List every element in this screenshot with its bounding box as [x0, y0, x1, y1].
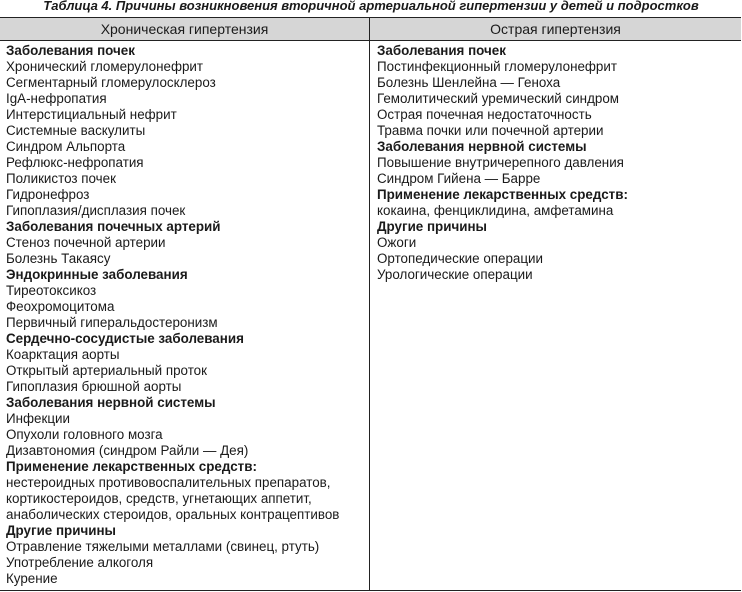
cause-item: Открытый артериальный проток: [6, 363, 207, 378]
category-heading: Применение лекарственных средств:: [377, 187, 628, 202]
category-heading: Заболевания почек: [377, 43, 506, 58]
column-chronic: [6, 43, 366, 587]
category-heading: Заболевания нервной системы: [377, 139, 587, 154]
cause-item: нестероидных противовоспалительных препаратов,: [6, 475, 331, 490]
column-acute: [377, 43, 737, 283]
header-chronic: Хроническая гипертензия: [100, 21, 269, 37]
cause-item: Урологические операции: [377, 267, 533, 282]
cause-item: Интерстициальный нефрит: [6, 107, 177, 122]
cause-item: Коарктация аорты: [6, 347, 120, 362]
causes-table: [0, 17, 741, 591]
cause-item: Повышение внутричерепного давления: [377, 155, 624, 170]
cause-item: Ортопедические операции: [377, 251, 543, 266]
cause-item: IgA-нефропатия: [6, 91, 107, 106]
cause-item: Опухоли головного мозга: [6, 427, 163, 442]
cause-item: Гемолитический уремический синдром: [377, 91, 619, 106]
cause-item: Хронический гломерулонефрит: [6, 59, 204, 74]
cause-item: Инфекции: [6, 411, 70, 426]
category-heading: Другие причины: [6, 523, 116, 538]
cause-item: Употребление алкоголя: [6, 555, 154, 570]
header-acute: Острая гипертензия: [490, 21, 621, 37]
cause-item: Болезнь Шенлейна — Геноха: [377, 75, 561, 90]
cause-item: Рефлюкс-нефропатия: [6, 155, 144, 170]
category-heading: Сердечно-сосудистые заболевания: [6, 331, 244, 346]
cause-item: Феохромоцитома: [6, 299, 115, 314]
cause-item: анаболических стероидов, оральных контрацептивов: [6, 507, 340, 522]
cause-item: Постинфекционный гломерулонефрит: [377, 59, 617, 74]
cause-item: Гипоплазия брюшной аорты: [6, 379, 182, 394]
column-divider: [369, 18, 370, 590]
cause-item: Отравление тяжелыми металлами (свинец, ртуть): [6, 539, 320, 554]
cause-item: Острая почечная недостаточность: [377, 107, 592, 122]
cause-item: Стеноз почечной артерии: [6, 235, 166, 250]
cause-item: Сегментарный гломерулосклероз: [6, 75, 216, 90]
category-heading: Применение лекарственных средств:: [6, 459, 257, 474]
category-heading: Заболевания нервной системы: [6, 395, 216, 410]
cause-item: Тиреотоксикоз: [6, 283, 97, 298]
cause-item: Синдром Альпорта: [6, 139, 126, 154]
cause-item: Ожоги: [377, 235, 417, 250]
category-heading: Другие причины: [377, 219, 487, 234]
cause-item: Поликистоз почек: [6, 171, 116, 186]
category-heading: Эндокринные заболевания: [6, 267, 188, 282]
cause-item: Курение: [6, 571, 58, 586]
cause-item: Первичный гиперальдостеронизм: [6, 315, 218, 330]
cause-item: Дизавтономия (синдром Райли — Дея): [6, 443, 249, 458]
category-heading: Заболевания почек: [6, 43, 135, 58]
table-caption: Таблица 4. Причины возникновения вторичной артериальной гипертензии у детей и подростков: [43, 0, 699, 13]
category-heading: Заболевания почечных артерий: [6, 219, 221, 234]
cause-item: Синдром Гийена — Барре: [377, 171, 541, 186]
cause-item: Травма почки или почечной артерии: [377, 123, 604, 138]
cause-item: Системные васкулиты: [6, 123, 146, 138]
cause-item: кортикостероидов, средств, угнетающих аппетит,: [6, 491, 312, 506]
cause-item: Болезнь Такаясу: [6, 251, 111, 266]
cause-item: Гипоплазия/дисплазия почек: [6, 203, 186, 218]
cause-item: кокаина, фенциклидина, амфетамина: [377, 203, 614, 218]
cause-item: Гидронефроз: [6, 187, 90, 202]
table-header: [0, 18, 741, 41]
